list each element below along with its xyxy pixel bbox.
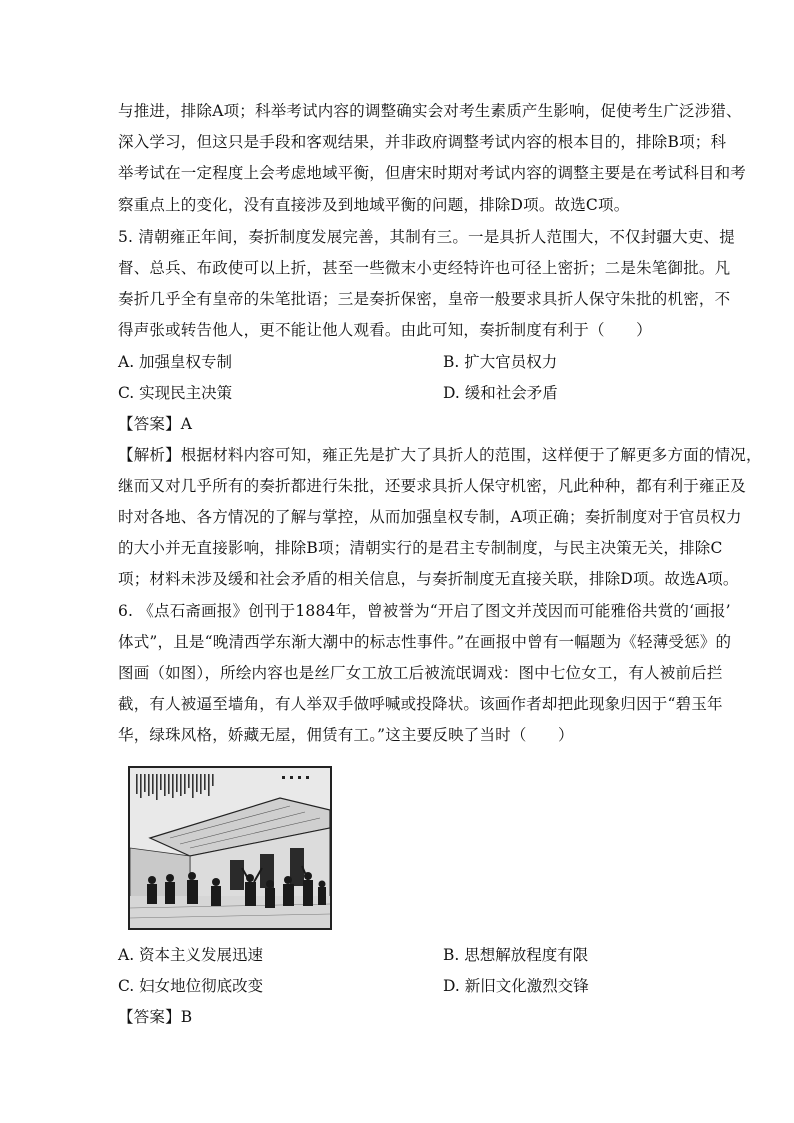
text-line: 与推进，排除A项；科举考试内容的调整确实会对考生素质产生影响，促使考生广泛涉猎、 — [118, 102, 742, 120]
question-6-option-c: C. 妇女地位彻底改变 — [118, 977, 264, 995]
question-5-option-d: D. 缓和社会矛盾 — [443, 384, 558, 402]
text-line: 深入学习，但这只是手段和客观结果，并非政府调整考试内容的根本目的，排除B项；科 — [118, 133, 727, 151]
question-5-analysis: 的大小并无直接影响，排除B项；清朝实行的是君主专制制度，与民主决策无关，排除C — [118, 539, 723, 557]
question-6-option-a: A. 资本主义发展迅速 — [118, 946, 264, 964]
question-5-stem: 5. 清朝雍正年间，奏折制度发展完善，其制有三。一是具折人范围大，不仅封疆大吏、提 — [118, 228, 735, 246]
question-6-stem: 6. 《点石斋画报》创刊于1884年，曾被誉为“开启了图文并茂因而可能雅俗共赏的‘画报’ — [118, 602, 731, 620]
question-6-stem: 体式”，且是“晚清西学东渐大潮中的标志性事件。”在画报中曾有一幅题为《轻薄受惩》的 — [118, 633, 732, 651]
historical-illustration — [128, 766, 332, 930]
question-6-answer: 【答案】B — [118, 1008, 193, 1026]
question-6-option-d: D. 新旧文化激烈交锋 — [443, 977, 589, 995]
question-5-stem: 奏折几乎全有皇帝的朱笔批语；三是奏折保密，皇帝一般要求具折人保守朱批的机密，不 — [118, 290, 731, 308]
question-5-stem: 得声张或转告他人，更不能让他人观看。由此可知，奏折制度有利于（ ） — [118, 321, 652, 339]
text-line: 举考试在一定程度上会考虑地域平衡，但唐宋时期对考试内容的调整主要是在考试科目和考 — [118, 164, 747, 182]
question-5-analysis: 【解析】根据材料内容可知，雍正先是扩大了具折人的范围，这样便于了解更多方面的情况， — [118, 446, 762, 464]
question-5-option-c: C. 实现民主决策 — [118, 384, 233, 402]
illustration-drawing — [130, 768, 330, 928]
question-5-analysis: 继而又对几乎所有的奏折都进行朱批，还要求具折人保守机密，凡此种种，都有利于雍正及 — [118, 477, 747, 495]
question-5-stem: 督、总兵、布政使可以上折，甚至一些微末小吏经特许也可径上密折；二是朱笔御批。凡 — [118, 259, 731, 277]
question-6-stem: 截，有人被逼至墙角，有人举双手做呼喊或投降状。该画作者却把此现象归因于“碧玉年 — [118, 695, 723, 713]
question-6-stem: 华，绿珠风格，娇藏无屋，佣赁有工。”这主要反映了当时（ ） — [118, 726, 574, 744]
question-5-analysis: 时对各地、各方情况的了解与掌控，从而加强皇权专制，A项正确；奏折制度对于官员权力 — [118, 508, 742, 526]
question-5-option-b: B. 扩大官员权力 — [443, 353, 558, 371]
question-5-option-a: A. 加强皇权专制 — [118, 353, 233, 371]
text-line: 察重点上的变化，没有直接涉及到地域平衡的问题，排除D项。故选C项。 — [118, 196, 630, 214]
question-6-stem: 图画（如图），所绘内容也是丝厂女工放工后被流氓调戏：图中七位女工，有人被前后拦 — [118, 664, 723, 682]
question-6-option-b: B. 思想解放程度有限 — [443, 946, 589, 964]
question-5-analysis: 项；材料未涉及缓和社会矛盾的相关信息，与奏折制度无直接关联，排除D项。故选A项。 — [118, 570, 739, 588]
question-5-answer: 【答案】A — [118, 415, 193, 433]
